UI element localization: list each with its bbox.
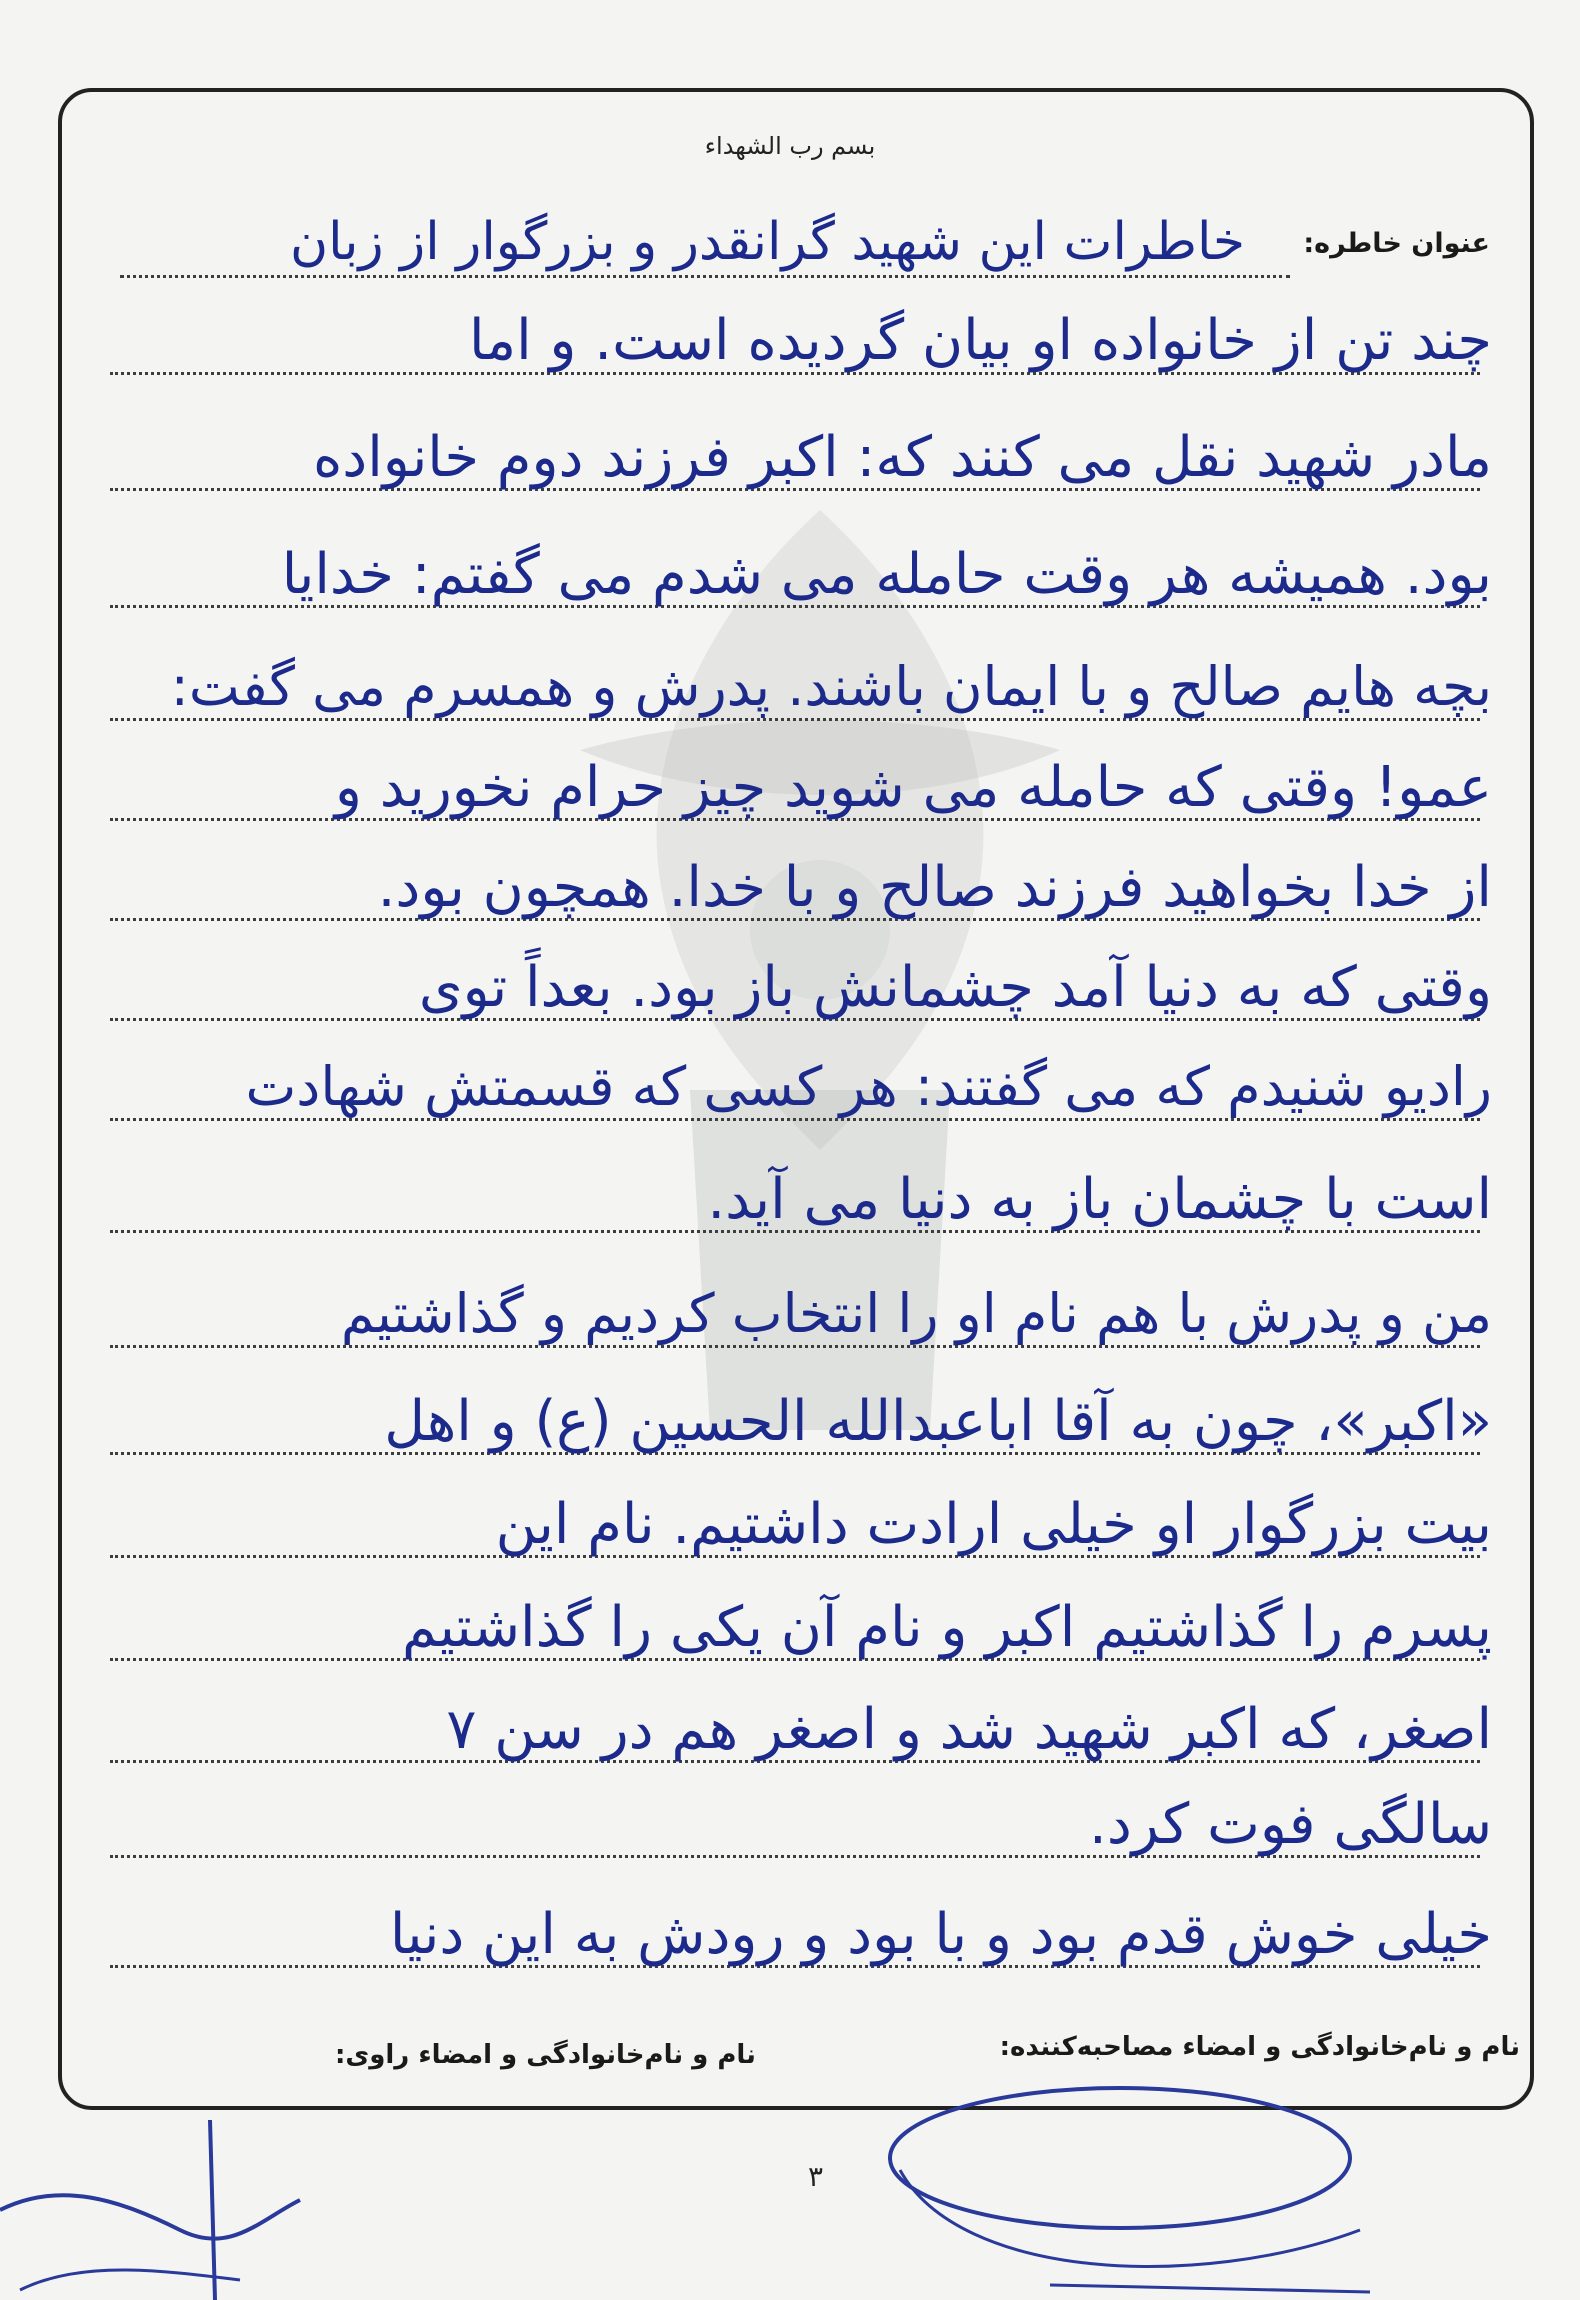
handwritten-line: بیت بزرگوار او خیلی ارادت داشتیم. نام این: [495, 1492, 1492, 1557]
handwritten-line: خاطرات این شهید گرانقدر و بزرگوار از زبان: [289, 212, 1245, 272]
handwritten-line: مادر شهید نقل می کنند که: اکبر فرزند دوم خانواده: [312, 425, 1492, 490]
handwritten-line: چند تن از خانواده او بیان گردیده است. و اما: [469, 308, 1492, 373]
memoir-title-label: عنوان خاطره:: [1303, 228, 1490, 259]
handwritten-line: «اکبر»، چون به آقا اباعبدالله الحسین (ع) و اهل: [384, 1389, 1492, 1454]
handwritten-line: اصغر، که اکبر شهید شد و اصغر هم در سن ۷: [446, 1697, 1492, 1762]
page-number: ۳: [808, 2160, 824, 2193]
dotted-line: [120, 275, 1290, 278]
dotted-line: [110, 718, 1480, 721]
handwritten-line: است با چشمان باز به دنیا می آید.: [707, 1167, 1492, 1232]
dotted-line: [110, 1118, 1480, 1121]
handwritten-line: خیلی خوش قدم بود و با بود و رودش به این دنیا: [389, 1902, 1492, 1967]
signature-marks: [0, 2080, 1580, 2300]
handwritten-line: وقتی که به دنیا آمد چشمانش باز بود. بعداً توی: [418, 955, 1492, 1020]
handwritten-line: سالگی فوت کرد.: [1089, 1792, 1492, 1857]
interviewer-signature-label: نام و نام‌خانوادگی و امضاء مصاحبه‌کننده:: [999, 2032, 1520, 2062]
handwritten-line: بود. همیشه هر وقت حامله می شدم می گفتم: خدایا: [281, 542, 1492, 607]
handwritten-line: رادیو شنیدم که می گفتند: هر کسی که قسمتش شهادت: [245, 1055, 1492, 1118]
handwritten-line: عمو! وقتی که حامله می شوید چیز حرام نخورید و: [334, 755, 1492, 820]
dotted-line: [110, 1345, 1480, 1348]
narrator-signature-label: نام و نام‌خانوادگی و امضاء راوی:: [335, 2040, 756, 2070]
page-header-basmala: بسم رب الشهداء: [704, 132, 876, 160]
handwritten-line: از خدا بخواهید فرزند صالح و با خدا. همچون بود.: [377, 855, 1492, 920]
handwritten-line: من و پدرش با هم نام او را انتخاب کردیم و گذاشتیم: [340, 1282, 1492, 1345]
handwritten-line: بچه هایم صالح و با ایمان باشند. پدرش و همسرم می گفت:: [170, 655, 1492, 718]
handwritten-line: پسرم را گذاشتیم اکبر و نام آن یکی را گذاشتیم: [402, 1595, 1492, 1660]
